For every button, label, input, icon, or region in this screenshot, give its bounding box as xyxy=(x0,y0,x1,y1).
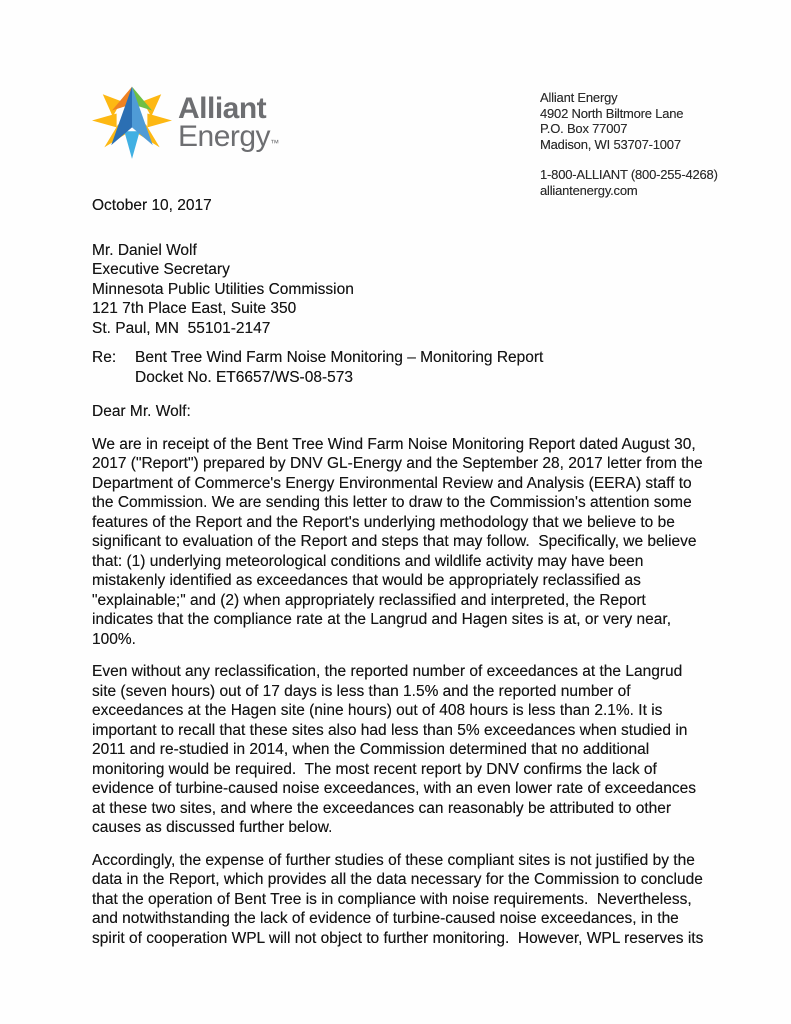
re-subject-line2: Docket No. ET6657/WS-08-573 xyxy=(135,368,353,386)
letterhead-company: Alliant Energy xyxy=(540,90,618,105)
salutation: Dear Mr. Wolf: xyxy=(92,403,191,420)
letter-body xyxy=(92,196,710,961)
letterhead-street: 4902 North Biltmore Lane xyxy=(540,105,684,121)
recipient-city-state-zip: St. Paul, MN 55101-2147 xyxy=(92,319,271,337)
body-paragraph-1: We are in receipt of the Bent Tree Wind Farm Noise Monitoring Report dated August 30, 2017 ("Report") prepared by DNV GL-Energy and the September 28, 2017 letter from the Department of Commerce's Energy Environmental Review and Analysis (EERA) staff to the Commission. We are sending this letter to draw to the Commission's attention some features of the Report and the Report's underlying methodology that we believe to be significant to evaluation of the Report and steps that may follow. Specifically, we believe that: (1) underlying meteorological conditions and wildlife activity may have been mistakenly identified as exceedances that would be appropriately reclassified as "explainable;" and (2) when appropriately reclassified and interpreted, the Report indicates that the compliance rate at the Langrud and Hagen sites is at, or very near, 100%. xyxy=(92,435,707,648)
body-paragraph-2: Even without any reclassification, the reported number of exceedances at the Langrud site (seven hours) out of 17 days is less than 1.5% and the reported number of exceedances at the Hagen site (nine hours) out of 408 hours is less than 2.1%. It is important to recall that these sites also had less than 5% exceedances when studied in 2011 and re-studied in 2014, when the Commission determined that no additional monitoring would be required. The most recent report by DNV confirms the lack of evidence of turbine-caused noise exceedances, with an even lower rate of exceedances at these two sites, and where the exceedances can reasonably be attributed to other causes as discussed further below. xyxy=(92,663,701,836)
letterhead-po-box: P.O. Box 77007 xyxy=(540,121,628,136)
re-subject xyxy=(135,348,543,387)
re-subject-line1: Bent Tree Wind Farm Noise Monitoring – Monitoring Report xyxy=(135,349,544,366)
recipient-organization: Minnesota Public Utilities Commission xyxy=(92,280,354,298)
logo-wordmark xyxy=(178,92,280,157)
alliant-star-icon xyxy=(92,84,172,160)
trademark-icon: ™ xyxy=(270,138,280,148)
letterhead-spacer xyxy=(540,152,718,167)
recipient-title: Executive Secretary xyxy=(92,261,230,278)
letterhead-phone: 1-800-ALLIANT (800-255-4268) xyxy=(540,167,718,182)
recipient-name: Mr. Daniel Wolf xyxy=(92,241,197,259)
star-ray-south xyxy=(124,131,139,159)
letterhead-address-block xyxy=(540,90,718,198)
recipient-street: 121 7th Place East, Suite 350 xyxy=(92,300,297,317)
logo-word-energy: Energy xyxy=(178,120,271,153)
re-label: Re: xyxy=(92,349,117,366)
letterhead-website: alliantenergy.com xyxy=(540,182,638,198)
logo-word-alliant: Alliant xyxy=(178,92,267,125)
re-subject-block xyxy=(92,348,710,387)
recipient-address-block xyxy=(92,241,710,339)
letterhead-city-state-zip: Madison, WI 53707-1007 xyxy=(540,136,681,152)
alliant-energy-logo xyxy=(92,84,279,160)
body-paragraph-3: Accordingly, the expense of further studies of these compliant sites is not justified by the data in the Report, which provides all the data necessary for the Commission to conclude that the operation of Bent Tree is in compliance with noise requirements. Nevertheless, and notwithstanding the lack of evidence of turbine-caused noise exceedances, in the spirit of cooperation WPL will not object to further monitoring. However, WPL reserves its xyxy=(92,851,708,947)
letter-date: October 10, 2017 xyxy=(92,197,212,214)
